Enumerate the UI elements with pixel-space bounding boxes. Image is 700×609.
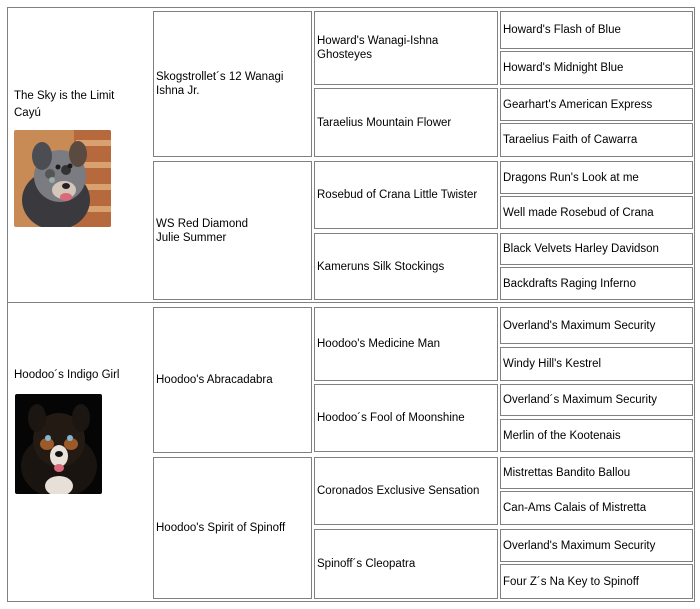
gen3-cell	[314, 457, 498, 525]
gen2-cell	[153, 307, 312, 453]
row-separator	[7, 302, 695, 303]
gen4-cell	[500, 233, 693, 265]
gen4-name: Backdrafts Raging Inferno	[503, 277, 636, 290]
gen2-name: WS Red Diamond Julie Summer	[156, 217, 249, 244]
gen4-cell	[500, 196, 693, 229]
gen4-cell	[500, 347, 693, 381]
gen3-name: Taraelius Mountain Flower	[317, 116, 452, 129]
gen2-cell	[153, 161, 312, 300]
gen3-cell	[314, 233, 498, 300]
gen4-name: Mistrettas Bandito Ballou	[503, 467, 631, 479]
gen4-name: Merlin of the Kootenais	[503, 429, 621, 442]
gen3-name: Rosebud of Crana Little Twister	[317, 189, 478, 201]
gen3-name: Hoodoo´s Fool of Moonshine	[317, 412, 465, 424]
gen3-cell	[314, 529, 498, 599]
dam-name: Hoodoo´s Indigo Girl	[14, 369, 120, 381]
gen4-cell	[500, 384, 693, 416]
gen3-cell	[314, 384, 498, 452]
gen3-cell	[314, 161, 498, 229]
gen3-name: Howard's Wanagi-Ishna Ghosteyes	[317, 35, 439, 61]
gen4-cell	[500, 267, 693, 300]
gen4-cell	[500, 161, 693, 194]
gen3-cell	[314, 88, 498, 157]
gen4-name: Windy Hill's Kestrel	[503, 358, 602, 370]
gen4-name: Taraelius Faith of Cawarra	[503, 134, 638, 146]
gen4-cell	[500, 123, 693, 157]
gen4-cell	[500, 419, 693, 452]
gen4-name: Overland´s Maximum Security	[503, 394, 658, 406]
gen4-name: Can-Ams Calais of Mistretta	[503, 502, 647, 514]
gen4-cell	[500, 88, 693, 121]
tricolor-dog-photo	[15, 394, 102, 494]
gen3-name: Coronados Exclusive Sensation	[317, 485, 480, 497]
gen4-cell	[500, 307, 693, 344]
gen4-name: Dragons Run's Look at me	[503, 171, 639, 184]
gen4-name: Black Velvets Harley Davidson	[503, 243, 659, 255]
gen4-name: Howard's Flash of Blue	[503, 24, 621, 36]
gen2-cell	[153, 457, 312, 599]
gen4-name: Overland's Maximum Security	[503, 539, 656, 552]
dam-entry	[14, 367, 134, 494]
merle-dog-photo	[14, 130, 111, 227]
gen2-name: Hoodoo's Abracadabra	[156, 374, 273, 386]
gen2-cell	[153, 11, 312, 157]
gen4-cell	[500, 529, 693, 562]
gen4-name: Gearhart's American Express	[503, 98, 653, 111]
gen4-name: Howard's Midnight Blue	[503, 62, 624, 74]
gen3-name: Spinoff´s Cleopatra	[317, 558, 416, 570]
gen3-name: Kameruns Silk Stockings	[317, 260, 445, 273]
gen4-cell	[500, 11, 693, 49]
gen3-name: Hoodoo's Medicine Man	[317, 338, 441, 350]
sire-entry	[14, 88, 134, 227]
gen4-cell	[500, 491, 693, 525]
gen2-name: Hoodoo's Spirit of Spinoff	[156, 522, 286, 534]
gen4-cell	[500, 457, 693, 489]
gen4-name: Overland's Maximum Security	[503, 319, 656, 332]
gen3-cell	[314, 11, 498, 85]
gen4-name: Well made Rosebud of Crana	[503, 206, 654, 219]
gen3-cell	[314, 307, 498, 381]
gen4-cell	[500, 564, 693, 599]
sire-name: The Sky is the Limit Cayú	[14, 90, 115, 119]
gen2-name: Skogstrollet´s 12 Wanagi Ishna Jr.	[156, 71, 284, 97]
gen4-cell	[500, 51, 693, 85]
gen4-name: Four Z´s Na Key to Spinoff	[503, 575, 639, 588]
